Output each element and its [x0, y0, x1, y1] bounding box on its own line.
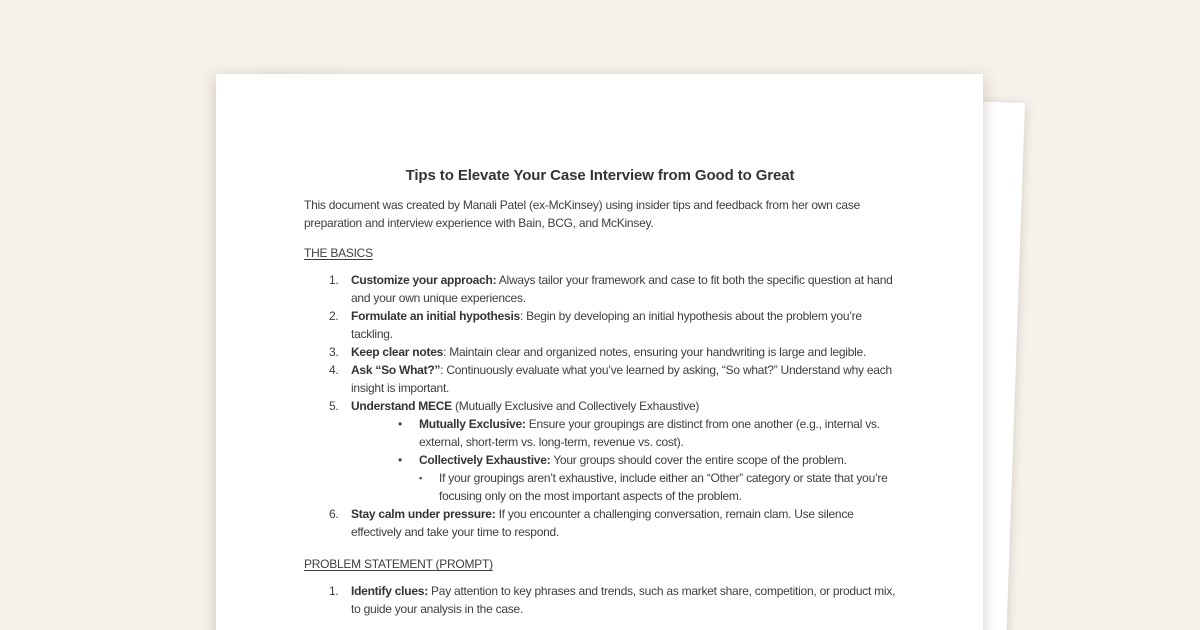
item-text: : Begin by developing an initial hypothesis about the problem you’re tackling.	[351, 309, 862, 341]
list-item-3	[304, 343, 896, 361]
problem-statement-list	[304, 582, 896, 618]
document-title: Tips to Elevate Your Case Interview from Good to Great	[405, 167, 795, 184]
section-heading-basics: THE BASICS	[304, 246, 373, 260]
mece-bullet-2	[304, 451, 896, 469]
item-text: Ensure your groupings are distinct from one another (e.g., internal vs. external, short-term vs. long-term, revenue vs. cost).	[419, 417, 880, 449]
item-text: If you encounter a challenging conversation, remain clam. Use silence effectively and take your time to respond.	[351, 507, 854, 539]
list-item-1	[304, 271, 896, 307]
list-item-5	[304, 397, 896, 415]
bullet-icon: •	[398, 417, 402, 431]
item-label: Ask “So What?”	[351, 363, 441, 377]
item-text: (Mutually Exclusive and Collectively Exhaustive)	[451, 399, 700, 413]
list-item-2	[304, 307, 896, 343]
document-page	[216, 74, 983, 630]
mece-bullet-1	[304, 415, 896, 451]
item-text: : Continuously evaluate what you’ve learned by asking, “So what?” Understand why each insight is important.	[351, 363, 892, 395]
square-bullet-icon: ▪	[419, 473, 422, 483]
list-number: 6.	[329, 507, 339, 521]
list-number: 3.	[329, 345, 339, 359]
item-label: Collectively Exhaustive:	[419, 453, 551, 467]
list-number: 1.	[329, 584, 339, 598]
item-text: Pay attention to key phrases and trends, such as market share, competition, or product mix, to guide your analysis in the case.	[351, 584, 896, 616]
item-label: Identify clues:	[351, 584, 428, 598]
intro-paragraph: This document was created by Manali Patel (ex-McKinsey) using insider tips and feedback from her own case preparation and interview experience with Bain, BCG, and McKinsey.	[304, 198, 861, 230]
mece-sub-note	[304, 469, 896, 505]
bullet-icon: •	[398, 453, 402, 467]
list-item-4	[304, 361, 896, 397]
item-text: If your groupings aren’t exhaustive, include either an “Other” category or state that you’re focusing only on the most important aspects of the problem.	[439, 471, 888, 503]
item-label: Mutually Exclusive:	[419, 417, 526, 431]
item-label: Understand MECE	[351, 399, 452, 413]
item-text: Your groups should cover the entire scope of the problem.	[550, 453, 847, 467]
list-item-1	[304, 582, 896, 618]
list-number: 2.	[329, 309, 339, 323]
section-heading-problem-statement: PROBLEM STATEMENT (PROMPT)	[304, 557, 493, 571]
item-text: Always tailor your framework and case to fit both the specific question at hand and your own unique experiences.	[351, 273, 893, 305]
list-item-6	[304, 505, 896, 541]
item-label: Customize your approach:	[351, 273, 497, 287]
list-number: 1.	[329, 273, 339, 287]
item-label: Formulate an initial hypothesis	[351, 309, 520, 323]
basics-list	[304, 271, 896, 541]
document-content	[216, 74, 983, 618]
item-label: Keep clear notes	[351, 345, 444, 359]
list-number: 4.	[329, 363, 339, 377]
list-number: 5.	[329, 399, 339, 413]
item-label: Stay calm under pressure:	[351, 507, 496, 521]
item-text: : Maintain clear and organized notes, ensuring your handwriting is large and legible.	[443, 345, 867, 359]
